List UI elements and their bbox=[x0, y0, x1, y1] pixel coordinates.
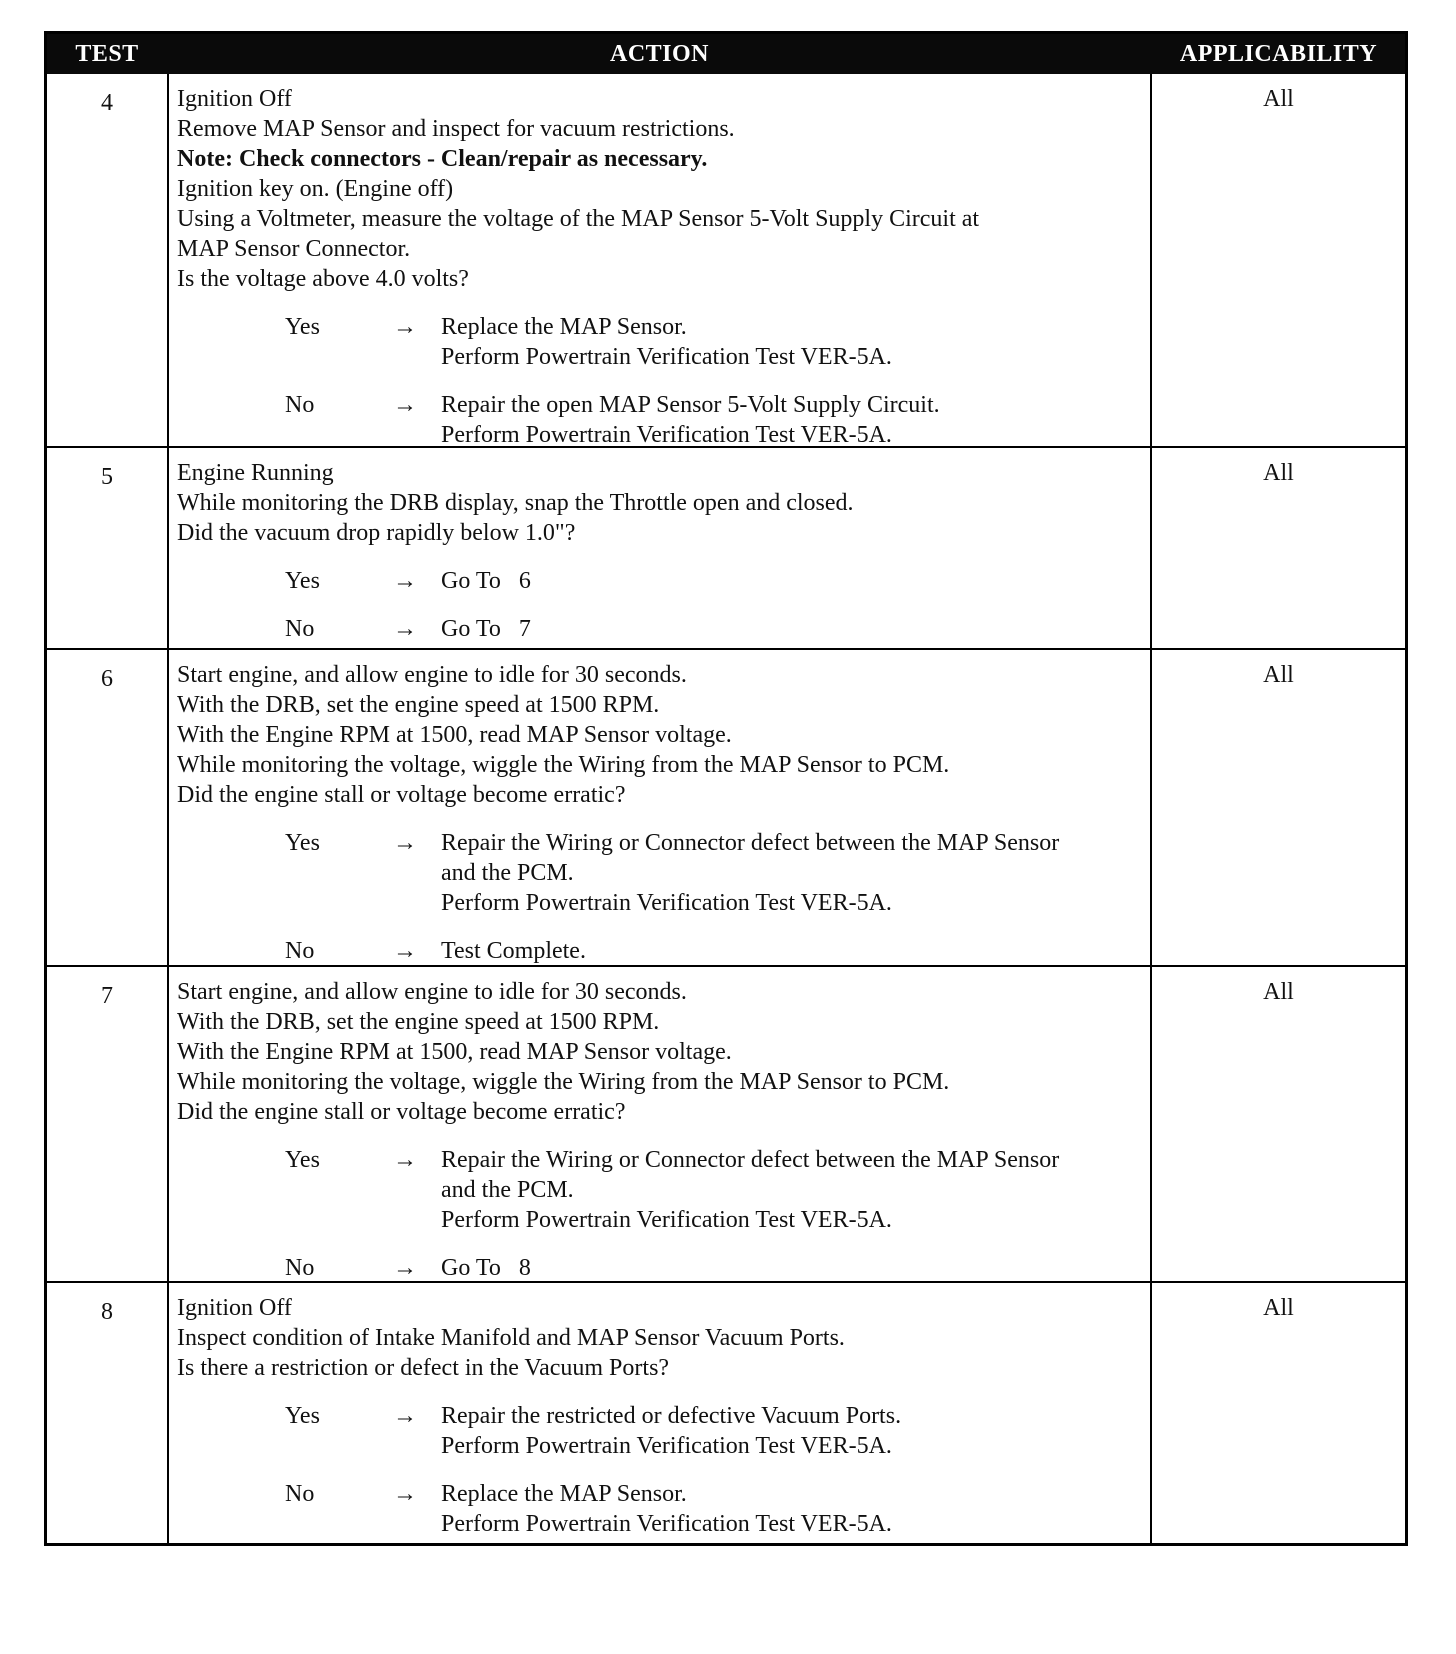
outcome-answer: No bbox=[285, 616, 315, 642]
table-body bbox=[47, 74, 1405, 1543]
result-line: Perform Powertrain Verification Test VER-5A. bbox=[441, 1511, 892, 1537]
outcome-yes bbox=[177, 1145, 1144, 1235]
table-row bbox=[47, 648, 1405, 965]
action-line: Is the voltage above 4.0 volts? bbox=[177, 266, 469, 292]
applicability-cell: All bbox=[1263, 979, 1294, 1005]
outcome-answer: Yes bbox=[285, 830, 320, 856]
action-line: Did the engine stall or voltage become erratic? bbox=[177, 1099, 626, 1125]
applicability-cell: All bbox=[1263, 460, 1294, 486]
action-line: Remove MAP Sensor and inspect for vacuum restrictions. bbox=[177, 116, 735, 142]
test-number: 7 bbox=[101, 983, 113, 1009]
arrow-right-icon: → bbox=[393, 568, 417, 594]
action-line: With the Engine RPM at 1500, read MAP Sensor voltage. bbox=[177, 1039, 732, 1065]
outcome-yes bbox=[177, 566, 1144, 596]
outcome-answer: No bbox=[285, 392, 315, 418]
outcome-yes bbox=[177, 1401, 1144, 1461]
outcome-answer: No bbox=[285, 938, 315, 964]
result-line: Perform Powertrain Verification Test VER-5A. bbox=[441, 1207, 892, 1233]
table-row bbox=[47, 74, 1405, 446]
test-number: 8 bbox=[101, 1299, 113, 1325]
result-line: Replace the MAP Sensor. bbox=[441, 1481, 687, 1507]
table-row bbox=[47, 965, 1405, 1281]
action-cell bbox=[167, 74, 1152, 446]
outcome-result bbox=[441, 566, 1144, 596]
result-line: Repair the Wiring or Connector defect between the MAP Sensor bbox=[441, 1147, 1060, 1173]
outcome-no bbox=[177, 936, 1144, 966]
result-line: Test Complete. bbox=[441, 938, 586, 964]
test-number: 5 bbox=[101, 464, 113, 490]
arrow-right-icon: → bbox=[393, 1481, 417, 1507]
outcome-answer: Yes bbox=[285, 1403, 320, 1429]
outcome-yes bbox=[177, 312, 1144, 372]
action-line: While monitoring the DRB display, snap the Throttle open and closed. bbox=[177, 490, 854, 516]
header-applicability: APPLICABILITY bbox=[1179, 40, 1378, 67]
result-line: Repair the restricted or defective Vacuum Ports. bbox=[441, 1403, 902, 1429]
arrow-right-icon: → bbox=[393, 1147, 417, 1173]
action-line: Ignition key on. (Engine off) bbox=[177, 176, 454, 202]
action-line: With the Engine RPM at 1500, read MAP Sensor voltage. bbox=[177, 722, 732, 748]
diagnostic-table bbox=[44, 31, 1408, 1546]
action-line: Start engine, and allow engine to idle for 30 seconds. bbox=[177, 979, 687, 1005]
outcome-answer: Yes bbox=[285, 1147, 320, 1173]
outcome-result bbox=[441, 936, 1144, 966]
action-line: Start engine, and allow engine to idle for 30 seconds. bbox=[177, 662, 687, 688]
arrow-right-icon: → bbox=[393, 314, 417, 340]
outcome-answer: No bbox=[285, 1481, 315, 1507]
action-cell bbox=[167, 448, 1152, 648]
result-line: Repair the open MAP Sensor 5-Volt Supply Circuit. bbox=[441, 392, 940, 418]
result-line: Perform Powertrain Verification Test VER-5A. bbox=[441, 422, 892, 448]
action-line: Did the engine stall or voltage become erratic? bbox=[177, 782, 626, 808]
header-test: TEST bbox=[75, 40, 139, 67]
outcome-yes bbox=[177, 828, 1144, 918]
applicability-cell: All bbox=[1263, 662, 1294, 688]
arrow-right-icon: → bbox=[393, 830, 417, 856]
result-line: Go To 6 bbox=[441, 568, 531, 594]
result-line: Perform Powertrain Verification Test VER-5A. bbox=[441, 1433, 892, 1459]
outcome-result bbox=[441, 1253, 1144, 1283]
outcome-result bbox=[441, 1145, 1144, 1235]
arrow-right-icon: → bbox=[393, 616, 417, 642]
outcome-result bbox=[441, 312, 1144, 372]
applicability-cell: All bbox=[1263, 86, 1294, 112]
result-line: Go To 7 bbox=[441, 616, 531, 642]
action-cell bbox=[167, 967, 1152, 1281]
outcome-answer: Yes bbox=[285, 314, 320, 340]
applicability-cell: All bbox=[1263, 1295, 1294, 1321]
outcome-no bbox=[177, 614, 1144, 644]
action-cell bbox=[167, 650, 1152, 965]
arrow-right-icon: → bbox=[393, 1403, 417, 1429]
action-cell bbox=[167, 1283, 1152, 1543]
test-number: 4 bbox=[101, 90, 113, 116]
action-line: MAP Sensor Connector. bbox=[177, 236, 411, 262]
outcome-no bbox=[177, 390, 1144, 450]
outcome-result bbox=[441, 1479, 1144, 1539]
action-line: With the DRB, set the engine speed at 1500 RPM. bbox=[177, 1009, 660, 1035]
outcome-no bbox=[177, 1479, 1144, 1539]
outcome-answer: No bbox=[285, 1255, 315, 1281]
table-row bbox=[47, 446, 1405, 648]
result-line: Perform Powertrain Verification Test VER-5A. bbox=[441, 890, 892, 916]
action-line: Inspect condition of Intake Manifold and MAP Sensor Vacuum Ports. bbox=[177, 1325, 845, 1351]
arrow-right-icon: → bbox=[393, 938, 417, 964]
outcome-result bbox=[441, 828, 1144, 918]
action-line: While monitoring the voltage, wiggle the Wiring from the MAP Sensor to PCM. bbox=[177, 1069, 950, 1095]
action-line: Did the vacuum drop rapidly below 1.0"? bbox=[177, 520, 576, 546]
outcome-result bbox=[441, 614, 1144, 644]
header-action: ACTION bbox=[609, 40, 709, 67]
outcome-answer: Yes bbox=[285, 568, 320, 594]
action-line: With the DRB, set the engine speed at 1500 RPM. bbox=[177, 692, 660, 718]
action-line: Ignition Off bbox=[177, 86, 292, 112]
action-line: Is there a restriction or defect in the Vacuum Ports? bbox=[177, 1355, 670, 1381]
action-line: While monitoring the voltage, wiggle the Wiring from the MAP Sensor to PCM. bbox=[177, 752, 950, 778]
result-line: Replace the MAP Sensor. bbox=[441, 314, 687, 340]
table-row bbox=[47, 1281, 1405, 1543]
action-line: Engine Running bbox=[177, 460, 334, 486]
outcome-no bbox=[177, 1253, 1144, 1283]
arrow-right-icon: → bbox=[393, 392, 417, 418]
action-line: Using a Voltmeter, measure the voltage of the MAP Sensor 5-Volt Supply Circuit at bbox=[177, 206, 980, 232]
result-line: Go To 8 bbox=[441, 1255, 531, 1281]
test-number: 6 bbox=[101, 666, 113, 692]
arrow-right-icon: → bbox=[393, 1255, 417, 1281]
result-line: Perform Powertrain Verification Test VER-5A. bbox=[441, 344, 892, 370]
outcome-result bbox=[441, 1401, 1144, 1461]
action-line: Ignition Off bbox=[177, 1295, 292, 1321]
result-line: and the PCM. bbox=[441, 860, 574, 886]
outcome-result bbox=[441, 390, 1144, 450]
result-line: and the PCM. bbox=[441, 1177, 574, 1203]
action-line: Note: Check connectors - Clean/repair as necessary. bbox=[177, 146, 708, 172]
table-header bbox=[47, 34, 1405, 74]
result-line: Repair the Wiring or Connector defect between the MAP Sensor bbox=[441, 830, 1060, 856]
